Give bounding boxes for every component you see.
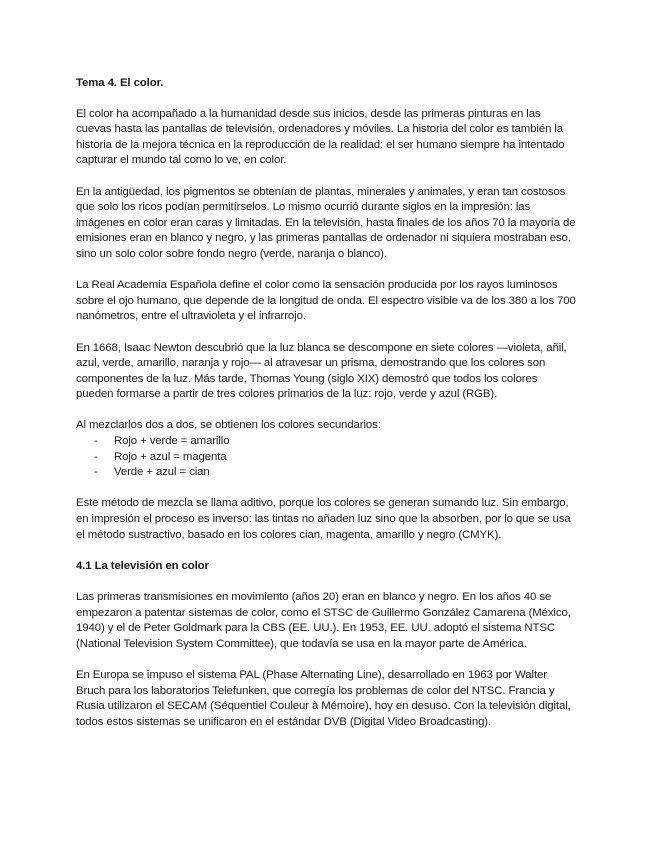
paragraph-tv-history: Las primeras transmisiones en movimiento (años 20) eran en blanco y negro. En los años 40 se empezaron a patentar sistemas de color, como el STSC de Guillermo González Camarena (México, 1940) y el de Peter Goldmark para la CBS (EE. UU.). En 1953, EE. UU. adoptó el sistema NTSC (National Television System Committee), que todavía se usa en la mayor parte de América. (76, 591, 571, 650)
secondary-colors-list (76, 434, 576, 481)
paragraph-intro: El color ha acompañado a la humanidad desde sus inicios, desde las primeras pinturas en las cuevas hasta las pantallas de televisión, ordenadores y móviles. La historia del color es también la historia de la mejora técnica en la reproducción de la realidad: el ser humano siempre ha intentado capturar el mundo tal como lo ve, en color. (76, 107, 565, 167)
list-item-text: Verde + azul = cian (114, 466, 210, 479)
list-item (76, 465, 576, 481)
list-item-text: Rojo + verde = amarillo (114, 435, 230, 448)
section-heading: 4.1 La televisión en color (76, 559, 209, 572)
list-item-text: Rojo + azul = magenta (114, 450, 227, 463)
list-item (76, 434, 576, 450)
paragraph-newton: En 1668, Isaac Newton descubrió que la luz blanca se descompone en siete colores —violeta, añil, azul, verde, amarillo, naranja y rojo— al atravesar un prisma, demostrando que los colores son componentes de la luz. Más tarde, Thomas Young (siglo XIX) demostró que todos los colores pueden formarse a partir de tres colores primarios de la luz: rojo, verde y azul (RGB). (76, 341, 567, 401)
paragraph-additive: Este método de mezcla se llama aditivo, porque los colores se generan sumando luz. Sin embargo, en impresión el proceso es inverso: las tintas no añaden luz sino que la absorben, por lo que se usa el método sustractivo, basado en los colores cian, magenta, amarillo y negro (CMYK). (76, 497, 571, 541)
bullet-dash: - (94, 435, 98, 448)
paragraph-rae-definition: La Real Academia Española define el color como la sensación producida por los rayos luminosos sobre el ojo humano, que depende de la longitud de onda. El espectro visible va de los 380 a los 700 nanómetros, entre el ultravioleta y el infrarrojo. (76, 279, 576, 323)
list-item (76, 450, 576, 466)
bullet-dash: - (94, 450, 98, 463)
document-title: Tema 4. El color. (76, 77, 164, 89)
document-page (76, 76, 576, 746)
paragraph-antiquity: En la antigüedad, los pigmentos se obtenían de plantas, minerales y animales, y eran tan costosos que solo los ricos podían permitírselos. Lo mismo ocurrió durante siglos en la impresión: las imágenes en color eran caras y limitadas. En la televisión, hasta finales de los años 70 la mayoría de emisiones eran en blanco y negro, y las primeras pantallas de ordenador ni siquiera mostraban eso, sino un solo color sobre fondo negro (verde, naranja o blanco). (76, 185, 576, 260)
bullet-dash: - (94, 466, 98, 479)
mix-intro: Al mezclarlos dos a dos, se obtienen los colores secundarios: (76, 419, 381, 432)
paragraph-tv-europe: En Europa se impuso el sistema PAL (Phase Alternating Line), desarrollado en 1963 por Walter Bruch para los laboratorios Telefunken, que corregía los problemas de color del NTSC. Francia y Rusia utilizaron el SECAM (Séquentiel Couleur à Mémoire), hoy en desuso. Con la televisión digital, todos estos sistemas se unificaron en el estándar DVB (Digital Video Broadcasting). (76, 668, 571, 728)
